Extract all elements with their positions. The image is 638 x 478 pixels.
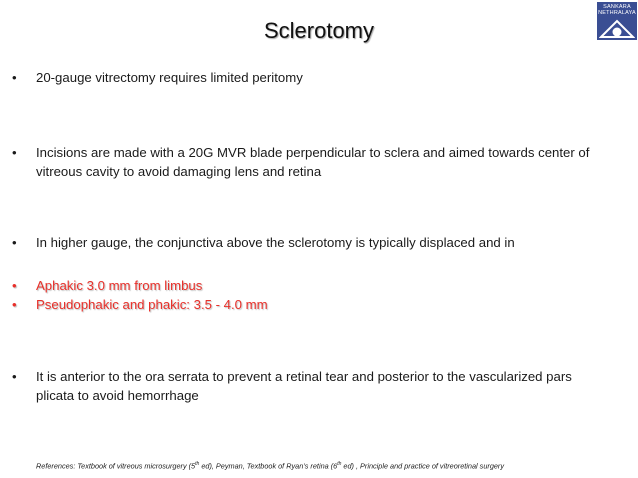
bullet-text: It is anterior to the ora serrata to prevent a retinal tear and posterior to the vascularized pars plicata to avoid hemorrhage xyxy=(36,369,572,403)
bullet-marker: • xyxy=(12,297,17,312)
bullet-marker: • xyxy=(12,235,17,250)
bullet-marker: • xyxy=(12,70,17,85)
slide-title: Sclerotomy xyxy=(263,18,375,43)
bullet-item-1 xyxy=(12,68,612,87)
references-part-2: ed), Peyman, Textbook of Ryan’s retina (6 xyxy=(199,461,338,471)
bullet-marker: • xyxy=(12,369,17,384)
bullet-text: Incisions are made with a 20G MVR blade perpendicular to sclera and aimed towards center of vitreous cavity to avoid damaging lens and retina xyxy=(36,145,590,179)
bullet-item-2 xyxy=(12,143,612,181)
references xyxy=(36,461,504,470)
bullet-text: Pseudophakic and phakic: 3.5 - 4.0 mm xyxy=(36,297,268,312)
references-sup-1: th xyxy=(195,461,200,467)
bullet-item-phakic xyxy=(12,295,612,314)
bullet-text: Aphakic 3.0 mm from limbus xyxy=(36,278,203,293)
bullet-marker: • xyxy=(12,278,17,293)
references-sup-2: th xyxy=(337,461,342,467)
logo-eye-icon xyxy=(599,18,635,38)
logo-line-2: NETHRALAYA xyxy=(598,10,636,16)
logo-text xyxy=(597,4,637,16)
bullet-item-aphakic xyxy=(12,276,612,295)
bullet-item-6 xyxy=(12,367,612,405)
logo-line-1: SANKARA xyxy=(603,4,631,10)
bullet-text: In higher gauge, the conjunctiva above the sclerotomy is typically displaced and in xyxy=(36,235,515,250)
bullet-item-3 xyxy=(12,233,612,252)
bullet-text: 20-gauge vitrectomy requires limited peritomy xyxy=(36,70,303,85)
references-part-1: References: Textbook of vitreous microsurgery (5 xyxy=(36,461,196,471)
references-part-3: ed) , Principle and practice of vitreoretinal surgery xyxy=(341,461,505,471)
bullet-marker: • xyxy=(12,145,17,160)
sankara-nethralaya-logo xyxy=(597,2,637,40)
